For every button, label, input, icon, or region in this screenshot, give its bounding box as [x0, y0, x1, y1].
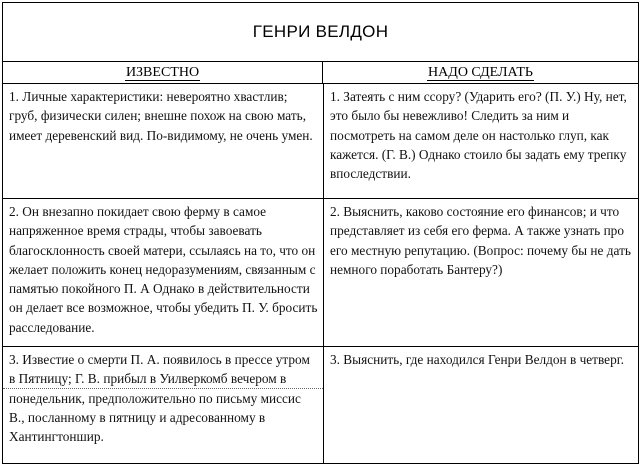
row-1-known-cell: 1. Личные характеристики: невероятно хвастлив; груб, физически силен; внешне похож на свою мать, имеет деревенский вид. По-видимому, не очень умен. — [9, 89, 313, 143]
row-3-known-cell: 3. Известие о смерти П. А. появилось в прессе утром в Пятницу; Г. В. прибыл в Уилверкомб вечером в понедельник, предположительно по письму миссис В., посланному в пятницу и адресованному в Хантингтоншир. — [9, 352, 310, 445]
document-table — [2, 2, 639, 464]
row-1-todo-cell: 1. Затеять с ним ссору? (Ударить его? (П. У.) Ну, нет, это было бы невежливо! Следить за ним и посмотреть на самом деле он настолько глуп, как кажется. (Г. В.) Однако стоило бы задать ему трепку впоследствии. — [330, 89, 627, 182]
column-header-todo-label: НАДО СДЕЛАТЬ — [428, 65, 533, 80]
row-2-known-cell: 2. Он внезапно покидает свою ферму в самое напряженное время страды, чтобы завоевать благосклонность своей матери, ссылаясь на то, что он желает положить конец недоразумениям, связанным с памятью покойного П. А Однако в действительности он делает все возможное, чтобы убедить П. У. бросить расследование. — [9, 204, 318, 335]
column-header-known-label: ИЗВЕСТНО — [125, 65, 200, 80]
page-title: ГЕНРИ ВЕЛДОН — [3, 3, 638, 62]
dotted-rule — [3, 388, 323, 389]
row-3-todo-cell: 3. Выяснить, где находился Генри Велдон в четверг. — [330, 352, 625, 367]
column-header-todo — [323, 62, 638, 84]
row-2-todo-cell: 2. Выяснить, каково состояние его финансов; и что представляет из себя его ферма. А также узнать про его местную репутацию. (Вопрос: почему бы не дать немного поработать Бантеру?) — [330, 204, 631, 277]
column-header-known — [3, 62, 323, 84]
